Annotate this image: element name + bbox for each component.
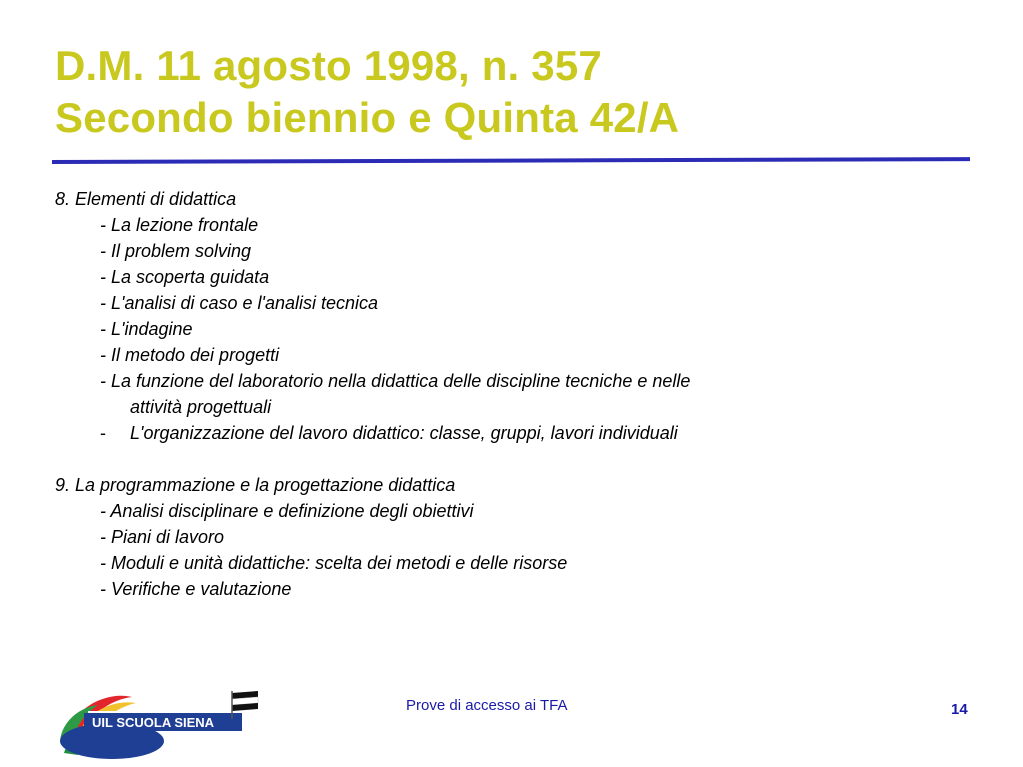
- title-divider: [52, 157, 970, 164]
- title-line-1: D.M. 11 agosto 1998, n. 357: [55, 42, 602, 89]
- section-8-heading: 8. Elementi di didattica: [55, 189, 237, 209]
- title-line-2: Secondo biennio e Quinta 42/A: [55, 94, 680, 141]
- footer-text: Prove di accesso ai TFA: [406, 697, 568, 714]
- list-item-continuation: attività progettuali: [130, 397, 272, 417]
- list-dash: -: [100, 423, 106, 443]
- logo-text: UIL SCUOLA SIENA: [92, 715, 215, 730]
- section-9-heading: 9. La programmazione e la progettazione didattica: [55, 475, 456, 495]
- list-item: - Il metodo dei progetti: [100, 345, 280, 365]
- list-item: - Analisi disciplinare e definizione degli obiettivi: [100, 501, 474, 521]
- page-number: 14: [951, 701, 968, 718]
- list-item: - Piani di lavoro: [100, 527, 225, 547]
- list-item: - Verifiche e valutazione: [100, 579, 292, 599]
- list-item: - La funzione del laboratorio nella didattica delle discipline tecniche e nelle: [100, 371, 691, 391]
- list-item: - Moduli e unità didattiche: scelta dei metodi e delle risorse: [100, 553, 568, 573]
- list-item-text: L'organizzazione del lavoro didattico: classe, gruppi, lavori individuali: [130, 423, 678, 443]
- slide-body: [55, 186, 985, 602]
- uil-scuola-siena-logo: [52, 683, 262, 763]
- list-item: [55, 420, 985, 446]
- list-item: - L'indagine: [100, 319, 193, 339]
- list-item: - La lezione frontale: [100, 215, 259, 235]
- list-item: - La scoperta guidata: [100, 267, 270, 287]
- list-item: - Il problem solving: [100, 241, 252, 261]
- slide-title: [55, 40, 679, 144]
- list-item: - L'analisi di caso e l'analisi tecnica: [100, 293, 379, 313]
